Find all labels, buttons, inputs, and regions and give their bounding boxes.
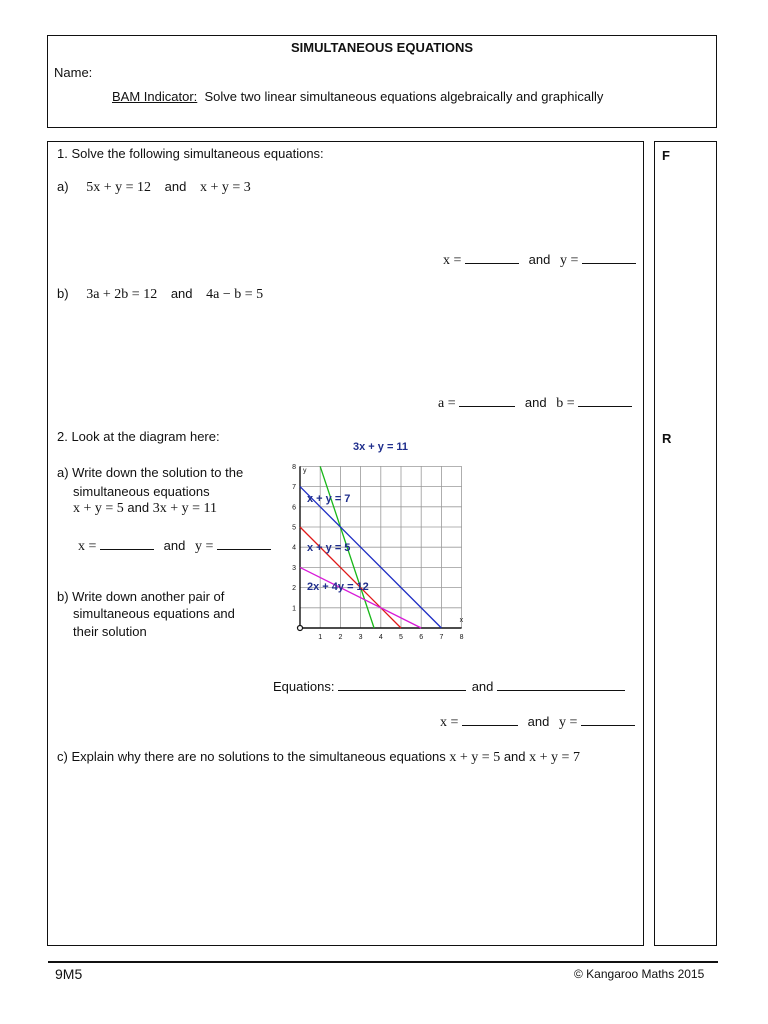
q1a-x-label: x = [443, 253, 462, 268]
q2a-equations [73, 500, 217, 517]
q1b-row [57, 286, 263, 303]
f-label: F [662, 148, 670, 163]
y-tick-label: 7 [292, 484, 296, 492]
y-tick-label: 4 [292, 544, 296, 552]
q2b-answer [440, 713, 635, 731]
series-label: x + y = 7 [307, 493, 351, 505]
x-tick-label: 3 [358, 634, 363, 641]
q2b-equations-and: and [471, 679, 494, 694]
q2-heading: 2. Look at the diagram here: [57, 429, 220, 444]
q2c-and: and [503, 749, 526, 764]
bam-indicator [112, 89, 603, 104]
footer-copyright: © Kangaroo Maths 2015 [574, 967, 705, 981]
q2b-equations-row [273, 678, 625, 694]
r-label: R [662, 431, 672, 446]
q1a-eq2: x + y = 3 [199, 180, 251, 195]
q2a-y-label: y = [194, 539, 214, 554]
q1b-a-blank[interactable] [459, 394, 515, 407]
q1-heading: 1. Solve the following simultaneous equations: [57, 146, 324, 161]
q2b-equation2-blank[interactable] [497, 678, 625, 691]
q1b-and: and [170, 286, 193, 301]
series-label: x + y = 5 [307, 542, 351, 554]
x-tick-label: 6 [419, 634, 424, 641]
bam-label: BAM Indicator: [112, 89, 198, 104]
bam-text: Solve two linear simultaneous equations algebraically and graphically [204, 89, 604, 104]
q1a-y-blank[interactable] [582, 251, 636, 264]
y-tick-label: 2 [292, 585, 296, 593]
q1a-y-label: y = [559, 253, 579, 268]
q2a-eq1: x + y = 5 [73, 501, 124, 516]
q2b-line2: simultaneous equations and [73, 606, 235, 621]
q1b-a-label: a = [438, 396, 456, 411]
q2b-and-label: and [527, 714, 550, 729]
q1b-b-label: b = [556, 396, 575, 411]
footer-rule [48, 961, 718, 963]
x-axis-label: x [459, 617, 464, 624]
q2b-line1: b) Write down another pair of [57, 589, 225, 604]
q2c-text: c) Explain why there are no solutions to the simultaneous equations [57, 749, 446, 764]
line-graph [285, 428, 625, 648]
q2b-x-blank[interactable] [462, 713, 518, 726]
q1a-label: a) [57, 179, 69, 194]
q1b-b-blank[interactable] [578, 394, 632, 407]
y-tick-label: 1 [292, 605, 296, 613]
q2c-eq1: x + y = 5 [449, 750, 501, 765]
y-tick-label: 3 [292, 564, 296, 572]
x-tick-label: 7 [439, 634, 444, 641]
x-tick-label: 5 [399, 634, 403, 641]
q1a-row [57, 179, 251, 196]
q1b-and-label: and [524, 395, 547, 410]
q1a-and: and [164, 179, 187, 194]
y-tick-label: 5 [292, 524, 296, 532]
series-line [300, 487, 441, 628]
q2a-line1: a) Write down the solution to the [57, 465, 244, 480]
q2a-eq2: 3x + y = 11 [152, 501, 218, 516]
q2a-x-label: x = [78, 539, 97, 554]
y-tick-label: 6 [292, 504, 296, 512]
q1b-label: b) [57, 286, 69, 301]
q2a-answer [78, 537, 271, 555]
q1a-x-blank[interactable] [465, 251, 519, 264]
q2a-and: and [127, 500, 150, 515]
q2a-x-blank[interactable] [100, 537, 154, 550]
q2c-row [57, 749, 580, 766]
q2b-line3: their solution [73, 624, 147, 639]
q2a-and-label: and [163, 538, 186, 553]
q2a-line2: simultaneous equations [73, 484, 210, 499]
name-label: Name: [54, 65, 93, 80]
x-tick-label: 8 [459, 634, 464, 641]
q2b-equation1-blank[interactable] [338, 678, 466, 691]
q1a-answer [443, 251, 636, 269]
q1b-eq2: 4a − b = 5 [206, 287, 264, 302]
x-tick-label: 1 [318, 634, 323, 641]
q2b-x-label: x = [440, 715, 459, 730]
q1b-answer [438, 394, 632, 412]
q1b-eq1: 3a + 2b = 12 [86, 287, 158, 302]
footer-code: 9M5 [55, 966, 83, 982]
x-tick-label: 4 [378, 634, 383, 641]
y-tick-label: 8 [292, 463, 296, 471]
q1a-and-label: and [528, 252, 551, 267]
series-label: 3x + y = 11 [353, 441, 409, 453]
q2c-eq2: x + y = 7 [529, 750, 580, 765]
y-axis-label: y [303, 467, 307, 475]
x-tick-label: 2 [338, 634, 343, 641]
series-label: 2x + 4y = 12 [307, 581, 369, 593]
q2b-y-label: y = [558, 715, 578, 730]
q2b-equations-label: Equations: [273, 679, 335, 694]
q2a-y-blank[interactable] [217, 537, 271, 550]
origin-marker [298, 626, 303, 631]
q1a-eq1: 5x + y = 12 [86, 180, 151, 195]
side-column [654, 141, 717, 946]
page-title: SIMULTANEOUS EQUATIONS [291, 40, 473, 55]
q2b-y-blank[interactable] [581, 713, 635, 726]
header-box [47, 35, 717, 128]
